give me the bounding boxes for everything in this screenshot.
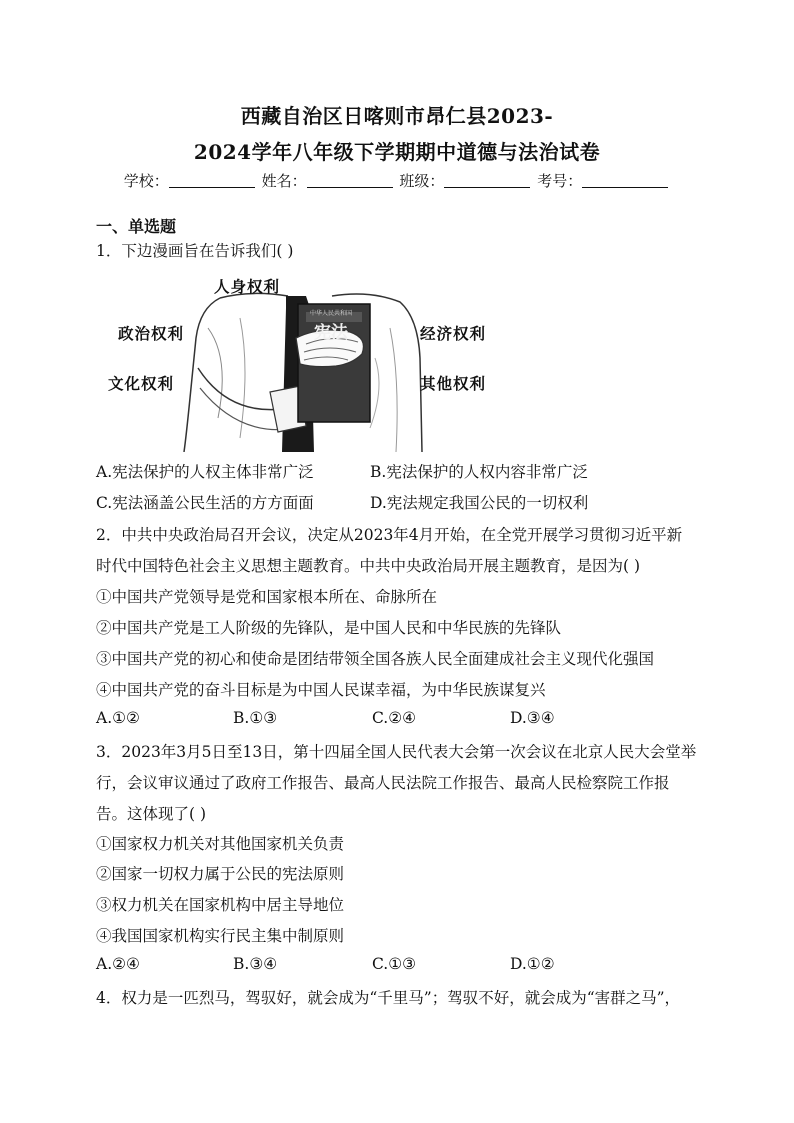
q2-item-1: ①中国共产党领导是党和国家根本所在、命脉所在 <box>96 588 438 606</box>
student-info-row <box>0 170 794 191</box>
label-personal-rights: 人身权利 <box>214 277 281 296</box>
class-blank[interactable] <box>444 173 530 188</box>
q3-stem-line1: 3．2023年3月5日至13日，第十四届全国人民代表大会第一次会议在北京人民大会堂举 <box>96 743 697 761</box>
exam-number-blank[interactable] <box>582 173 668 188</box>
book-title: 宪法 <box>314 323 348 343</box>
q4-stem-line1: 4．权力是一匹烈马，驾驭好，就会成为“千里马”；驾驭不好，就会成为“害群之马”， <box>96 989 681 1007</box>
book-small-text: 中华人民共和国 <box>310 310 353 317</box>
q3-item-4: ④我国国家机构实行民主集中制原则 <box>96 927 345 945</box>
q1-option-a[interactable]: A.宪法保护的人权主体非常广泛 <box>96 463 314 481</box>
exam-title-line2: 2024学年八年级下学期期中道德与法治试卷 <box>193 140 601 164</box>
exam-title-line1: 西藏自治区日喀则市昂仁县2023- <box>240 104 554 128</box>
q2-item-2: ②中国共产党是工人阶级的先锋队，是中国人民和中华民族的先锋队 <box>96 619 562 637</box>
q2-option-d[interactable]: D.③④ <box>510 709 555 727</box>
school-blank[interactable] <box>169 173 255 188</box>
q2-stem-line2: 时代中国特色社会主义思想主题教育。中共中央政治局开展主题教育，是因为( ) <box>96 557 641 575</box>
q2-option-c[interactable]: C.②④ <box>372 709 417 727</box>
exam-number-label: 考号： <box>537 172 583 190</box>
q3-item-1: ①国家权力机关对其他国家机关负责 <box>96 835 345 853</box>
label-political-rights: 政治权利 <box>118 324 185 343</box>
q1-option-d[interactable]: D.宪法规定我国公民的一切权利 <box>370 494 589 512</box>
q3-stem-line2: 行，会议审议通过了政府工作报告、最高人民法院工作报告、最高人民检察院工作报 <box>96 774 670 792</box>
label-other-rights: 其他权利 <box>420 374 487 393</box>
cartoon-drawing <box>100 268 520 452</box>
q2-option-a[interactable]: A.①② <box>96 709 140 727</box>
q3-option-c[interactable]: C.①③ <box>372 955 417 973</box>
label-cultural-rights: 文化权利 <box>108 374 175 393</box>
section-heading: 一、单选题 <box>96 217 177 236</box>
q1-option-c[interactable]: C.宪法涵盖公民生活的方方面面 <box>96 494 314 512</box>
name-label: 姓名： <box>261 172 307 190</box>
constitution-cartoon <box>100 268 520 452</box>
q1-option-b[interactable]: B.宪法保护的人权内容非常广泛 <box>370 463 588 481</box>
q3-option-a[interactable]: A.②④ <box>96 955 140 973</box>
q2-item-3: ③中国共产党的初心和使命是团结带领全国各族人民全面建成社会主义现代化强国 <box>96 650 655 668</box>
q3-item-2: ②国家一切权力属于公民的宪法原则 <box>96 865 345 883</box>
q2-item-4: ④中国共产党的奋斗目标是为中国人民谋幸福，为中华民族谋复兴 <box>96 681 546 699</box>
label-economic-rights: 经济权利 <box>420 324 487 343</box>
q2-option-b[interactable]: B.①③ <box>233 709 278 727</box>
school-label: 学校： <box>123 172 169 190</box>
q3-stem-line3: 告。这体现了( ) <box>96 805 207 823</box>
q2-stem-line1: 2．中共中央政治局召开会议，决定从2023年4月开始，在全党开展学习贯彻习近平新 <box>96 526 683 544</box>
q1-stem: 1．下边漫画旨在告诉我们( ) <box>96 242 294 260</box>
q3-item-3: ③权力机关在国家机构中居主导地位 <box>96 896 345 914</box>
name-blank[interactable] <box>307 173 393 188</box>
class-label: 班级： <box>399 172 445 190</box>
q3-option-d[interactable]: D.①② <box>510 955 555 973</box>
q3-option-b[interactable]: B.③④ <box>233 955 278 973</box>
